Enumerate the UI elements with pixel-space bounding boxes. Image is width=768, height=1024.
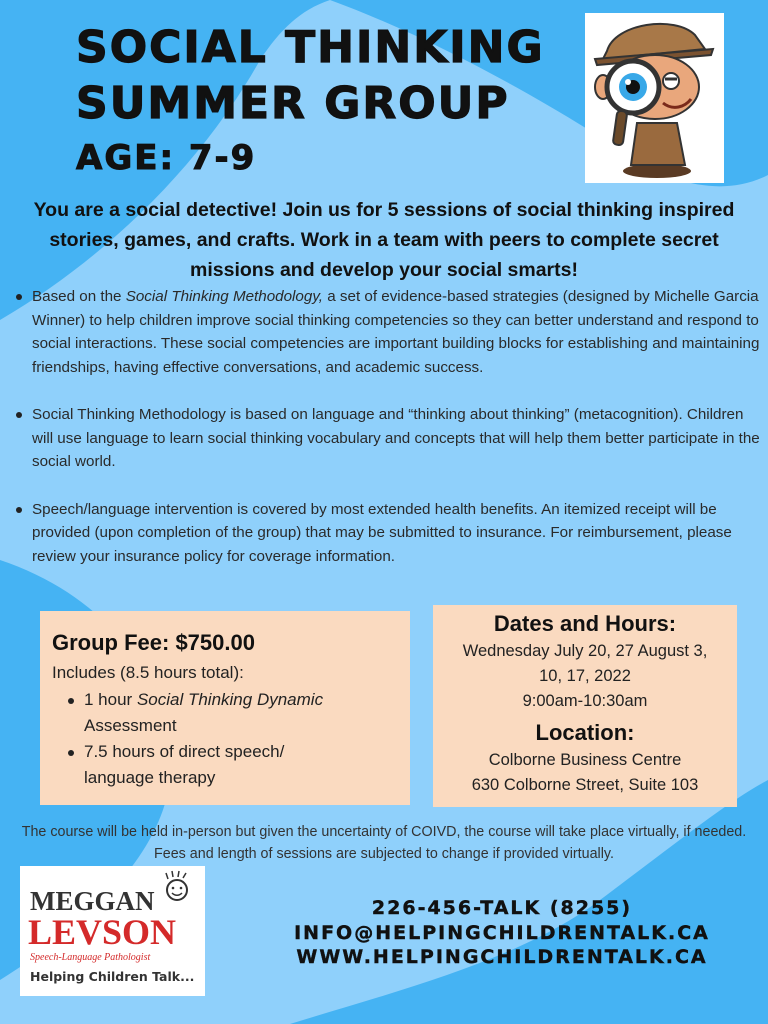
logo [20,866,205,996]
meggan-levson-logo [20,866,205,996]
title-line-1: SOCIAL THINKING [76,22,545,73]
bullet-icon [16,412,22,418]
age-label: AGE: 7-9 [76,138,257,178]
dates-title: Dates and Hours: [493,611,677,636]
fee-item [52,739,398,791]
description-list [14,285,760,592]
dates-line-2: 10, 17, 2022 [539,667,631,685]
fee-item-1-italic: Social Thinking Dynamic [136,690,324,709]
page-title [76,20,545,180]
title-line-2: SUMMER GROUP [76,78,510,129]
phone-number: 226-456-TALK (8255) [371,897,633,919]
detective-illustration [585,13,724,183]
logo-tagline: Helping Children Talk... [30,969,195,984]
bullet-1-text-start: Based on the [32,288,126,305]
description-item [14,285,760,379]
fee-items [52,687,398,791]
bullet-2-text: Social Thinking Methodology is based on language and “thinking about thinking” (metacognition). Children will use language to learn social thinking vocabulary and concepts that will help them better participate in the social world. [32,406,760,470]
logo-role: Speech-Language Pathologist [30,952,151,963]
bullet-icon [68,698,74,704]
detective-icon [585,13,724,183]
fee-item-2-line-1: 7.5 hours of direct speech/ [84,742,285,761]
fee-item-1-start: 1 hour [84,690,137,709]
child-face-icon [166,871,187,900]
bullet-1-text-end: a set of evidence-based strategies (designed by Michelle Garcia Winner) to help children improve social thinking competencies so they can better understand and respond to social interactions. These social competencies are important building blocks for establishing and maintaining friendships, having effective conversations, and academic success. [32,288,760,376]
dates-location-box [433,605,737,807]
fee-item [52,687,398,739]
fee-item-2-line-2: language therapy [84,768,216,787]
bullet-icon [16,294,22,300]
group-fee-box [40,611,410,805]
hours-text: 9:00am-10:30am [522,692,648,710]
fee-includes: Includes (8.5 hours total): [52,663,244,682]
location-title: Location: [535,720,635,745]
location-line-1: Colborne Business Centre [488,751,682,769]
logo-name-bottom: LEVSON [28,912,177,952]
bullet-1-methodology: Social Thinking Methodology, [125,288,324,305]
contact-info [292,896,712,970]
fee-item-1-end: Assessment [84,716,177,735]
website-address: WWW.HELPINGCHILDRENTALK.CA [296,946,708,968]
description-item [14,498,760,569]
description-item [14,403,760,474]
bullet-icon [16,507,22,513]
bullet-3-text: Speech/language intervention is covered by most extended health benefits. An itemized receipt will be provided (upon completion of the group) that may be submitted to insurance. For reimbursement, please review your insurance policy for coverage information. [32,500,732,565]
email-address: INFO@HELPINGCHILDRENTALK.CA [294,921,710,944]
intro-text: You are a social detective! Join us for 5 sessions of social thinking inspired stories, games, and crafts. Work in a team with peers to complete secret missions and develop your social smarts! [33,199,735,281]
bullet-icon [68,750,74,756]
fee-title: Group Fee: $750.00 [52,630,255,655]
virtual-note: The course will be held in-person but given the uncertainty of COIVD, the course will take place virtually, if needed. Fees and length of sessions are subjected to change if provided virtually. [21,824,747,862]
location-line-2: 630 Colborne Street, Suite 103 [471,776,699,794]
logo-name-top: MEGGAN [30,886,155,916]
dates-line-1: Wednesday July 20, 27 August 3, [462,642,708,660]
